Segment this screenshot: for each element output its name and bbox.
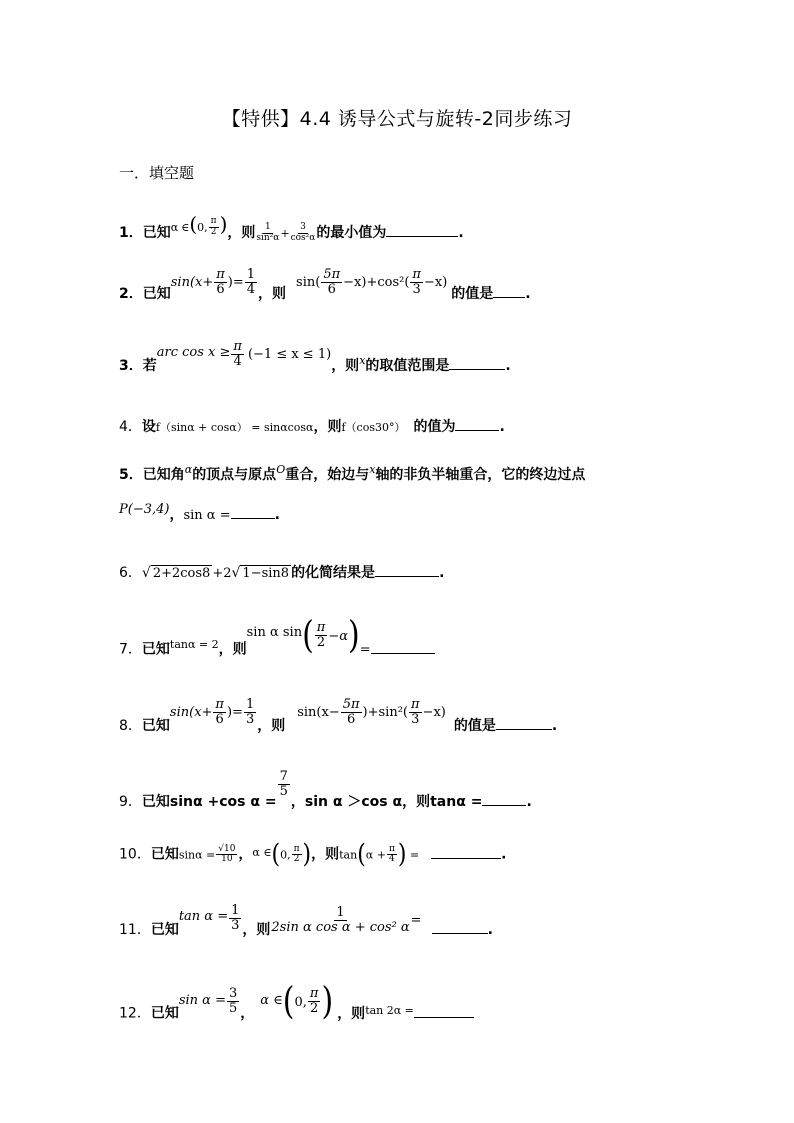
page-title: 【特供】4.4 诱导公式与旋转-2同步练习 <box>221 108 573 130</box>
q8-number: 8． <box>119 718 142 735</box>
q1-zero: 0, <box>197 221 208 234</box>
question-7 <box>119 613 435 667</box>
q2-frac-1-4: $\frac{1}{4}$ <box>246 267 256 297</box>
q10-text-c: ，则 <box>311 846 340 863</box>
q2-expr-2: −x)+cos²( <box>343 275 410 291</box>
q9-text-a: 已知 <box>141 794 170 811</box>
q8-text-c: 的值是 <box>453 718 496 735</box>
question-3 <box>119 339 511 380</box>
q12-text-a: 已知 <box>150 1005 179 1022</box>
q12-paren-left: ( <box>282 979 295 1024</box>
q5-number: 5． <box>119 467 143 483</box>
q8-text-a: 已知 <box>141 718 170 735</box>
q7-frac-pi-2: $\frac{\pi}{2}$ <box>316 620 326 650</box>
q10-alpha-in: α ∈ <box>252 845 272 859</box>
q3-text-c: 的取值范围是 <box>365 358 450 375</box>
question-1 <box>119 212 464 243</box>
q3-text-b: ，则 <box>331 358 360 375</box>
q9-tan: tanα = <box>430 794 483 811</box>
q12-zero: 0, <box>294 994 307 1010</box>
q5-text-d: 轴的非负半轴重合，它的终边过点 <box>375 467 586 483</box>
q3-frac-pi-4: $\frac{\pi}{4}$ <box>233 339 242 369</box>
q4-text-a: 设 <box>141 419 156 435</box>
q11-eq: = <box>410 913 422 929</box>
q6-sqrt-1: √ 2+2cos8 <box>141 565 211 581</box>
q11-end: . <box>487 922 493 939</box>
q8-expr-1: sin(x− <box>297 705 340 721</box>
q8-answer-blank[interactable] <box>496 717 552 730</box>
q12-alpha-in: α ∈ <box>260 992 283 1008</box>
q9-number: 9． <box>119 794 142 811</box>
section-heading: 一．填空题 <box>119 164 195 182</box>
q9-end: . <box>526 794 532 811</box>
q12-frac-pi-2: $\frac{\pi}{2}$ <box>309 986 319 1016</box>
q6-plus: +2 <box>212 566 232 581</box>
q12-answer-blank[interactable] <box>414 1005 474 1018</box>
q5-text-b: 的顶点与原点 <box>192 467 277 483</box>
q7-answer-blank[interactable] <box>371 641 435 654</box>
q9-text-b: ，sin α ＞cos α，则 <box>290 794 431 811</box>
q10-end: . <box>501 846 507 863</box>
q10-answer-blank[interactable] <box>431 846 501 859</box>
q4-text-c: 的值为 <box>413 419 456 435</box>
q11-tan: tan α = <box>178 909 229 925</box>
q2-text-a: 已知 <box>142 286 171 303</box>
q9-sum: sinα +cos α = <box>169 794 277 811</box>
q11-text-a: 已知 <box>150 922 179 939</box>
q5-alpha: α <box>184 463 193 476</box>
q9-answer-blank[interactable] <box>482 793 526 806</box>
q3-end: . <box>505 358 511 375</box>
q8-end: . <box>551 718 558 735</box>
q11-main-fraction: $\frac{1}{\text{2sin α cos α + cos² α}}$ <box>271 905 410 935</box>
q10-number: 10． <box>119 846 151 863</box>
q2-frac-pi-6: $\frac{\pi}{6}$ <box>216 267 225 297</box>
q10-tan: tan <box>339 848 358 862</box>
q2-lhs: sin(x+ <box>170 275 214 291</box>
q7-expr-2: −α <box>328 628 349 644</box>
q4-text-b: ，则 <box>313 419 342 435</box>
q1-text-a: 已知 <box>142 225 171 241</box>
q7-paren-right: ) <box>348 613 360 658</box>
question-8 <box>119 697 558 740</box>
q5-point: P(−3,4) <box>119 502 170 517</box>
q12-paren-right: ) <box>321 979 334 1024</box>
q4-answer-blank[interactable] <box>455 418 499 431</box>
q1-alpha: α <box>170 221 179 234</box>
q7-tan: tanα = 2 <box>169 637 219 651</box>
q10-frac-pi-4: $\frac{\pi}{4}$ <box>388 843 395 864</box>
q12-text-b: ， <box>240 1005 255 1022</box>
q1-frac-1: $\frac{1}{\text{sin²α}}$ <box>256 222 280 243</box>
q2-text-c: 的值是 <box>451 286 494 303</box>
q5-text-e: ， <box>169 507 184 523</box>
q6-sqrt-2: √ 1−sin8 <box>231 565 290 581</box>
q7-text-a: 已知 <box>141 641 170 658</box>
q5-end: . <box>274 507 280 523</box>
q8-frac-5pi-6: $\frac{5\pi}{6}$ <box>342 697 360 727</box>
q3-number: 3． <box>119 358 143 375</box>
q5-origin: O <box>276 463 286 476</box>
q5-x: x <box>369 463 376 476</box>
question-9 <box>119 769 532 816</box>
q5-sin: sin α = <box>183 508 231 523</box>
q10-paren-left-2: ( <box>357 839 366 870</box>
q12-number: 12． <box>119 1005 151 1022</box>
q11-text-b: ，则 <box>242 922 271 939</box>
q7-number: 7． <box>119 641 142 658</box>
q4-func-1: f（sinα + cosα） = sinαcosα <box>155 421 314 434</box>
q10-paren-right-2: ) <box>397 839 407 870</box>
q2-expr-3: −x) <box>423 275 448 291</box>
q6-text-c: 的化简结果是 <box>291 565 376 581</box>
q8-frac-pi-6: $\frac{\pi}{6}$ <box>215 697 224 727</box>
q1-paren-left: ( <box>189 212 198 236</box>
q9-frac-7-5: $\frac{7}{5}$ <box>279 769 288 799</box>
q8-text-b: ，则 <box>257 718 286 735</box>
q1-end: . <box>458 225 464 241</box>
q7-paren-left: ( <box>302 613 314 658</box>
q10-paren-right: ) <box>302 839 312 870</box>
q3-answer-blank[interactable] <box>449 357 505 370</box>
question-4 <box>119 416 505 436</box>
q2-frac-pi-3: $\frac{\pi}{3}$ <box>412 267 421 297</box>
q11-number: 11． <box>119 922 151 939</box>
q3-expr: arc cos x ≥ <box>156 345 231 361</box>
question-6 <box>119 562 444 582</box>
q3-text-a: 若 <box>142 358 157 375</box>
question-5 <box>119 464 585 484</box>
q12-sin: sin α = <box>178 992 226 1008</box>
q4-number: 4． <box>119 419 142 435</box>
question-2 <box>119 267 531 308</box>
q2-eq: )= <box>227 275 244 291</box>
q7-text-b: ，则 <box>218 641 247 658</box>
question-12 <box>119 979 474 1031</box>
q6-number: 6． <box>119 565 142 581</box>
q4-end: . <box>499 419 505 435</box>
question-10 <box>119 839 507 870</box>
q10-text-a: 已知 <box>150 846 179 863</box>
q2-end: . <box>525 286 531 303</box>
q12-tan: tan 2α = <box>365 1003 414 1017</box>
q2-frac-5pi-6: $\frac{5\pi}{6}$ <box>323 267 341 297</box>
q5-text-c: 重合，始边与 <box>285 467 370 483</box>
q10-tan-inner: α + <box>365 848 386 862</box>
question-5-cont <box>119 504 280 524</box>
q10-sin: sinα = <box>178 848 216 862</box>
q2-expr-1: sin( <box>296 275 321 291</box>
q1-number: 1． <box>119 225 143 241</box>
q1-text-b: ，则 <box>227 225 256 241</box>
q10-zero: 0, <box>280 848 291 862</box>
q3-range: (−1 ≤ x ≤ 1) <box>247 347 332 363</box>
q2-number: 2． <box>119 286 143 303</box>
q1-answer-blank[interactable] <box>386 224 458 237</box>
q1-plus: + <box>280 227 290 240</box>
q10-paren-left: ( <box>271 839 281 870</box>
q6-end: . <box>439 565 445 581</box>
q12-frac-3-5: $\frac{3}{5}$ <box>228 986 238 1016</box>
q1-frac-2: $\frac{3}{\text{cos²α}}$ <box>290 222 316 243</box>
q2-answer-blank[interactable] <box>493 285 525 298</box>
q8-expr-2: )+sin²( <box>362 705 408 721</box>
q10-eq: = <box>406 848 420 862</box>
q11-frac-1-3: $\frac{1}{3}$ <box>231 903 240 933</box>
q2-text-b: ，则 <box>258 286 287 303</box>
q1-in: ∈ <box>181 221 190 234</box>
q5-text-a: 已知角 <box>142 467 185 483</box>
q11-answer-blank[interactable] <box>432 921 488 934</box>
q8-expr-3: −x) <box>422 705 446 721</box>
q8-frac-pi-3: $\frac{\pi}{3}$ <box>411 697 420 727</box>
q12-text-c: ，则 <box>337 1005 366 1022</box>
q10-frac-sqrt10-10: $\frac{√10}{10}$ <box>218 843 236 864</box>
q3-x: x <box>359 354 366 368</box>
question-11 <box>119 903 493 944</box>
q7-eq: = <box>359 642 371 658</box>
q8-frac-1-3: $\frac{1}{3}$ <box>245 697 255 727</box>
q4-func-2: f（cos30°） <box>341 421 406 434</box>
q10-text-b: ， <box>238 846 253 863</box>
q1-text-c: 的最小值为 <box>316 225 387 241</box>
q7-expr-1: sin α sin <box>246 624 303 640</box>
q6-answer-blank[interactable] <box>375 564 439 577</box>
q8-eq: )= <box>226 705 243 721</box>
q8-lhs: sin(x+ <box>169 705 213 721</box>
q10-frac-pi-2: $\frac{\pi}{2}$ <box>293 843 300 864</box>
q5-answer-blank[interactable] <box>231 506 275 519</box>
q1-pi-half: $\frac{\pi}{2}$ <box>210 216 217 237</box>
q1-paren-right: ) <box>219 212 228 236</box>
